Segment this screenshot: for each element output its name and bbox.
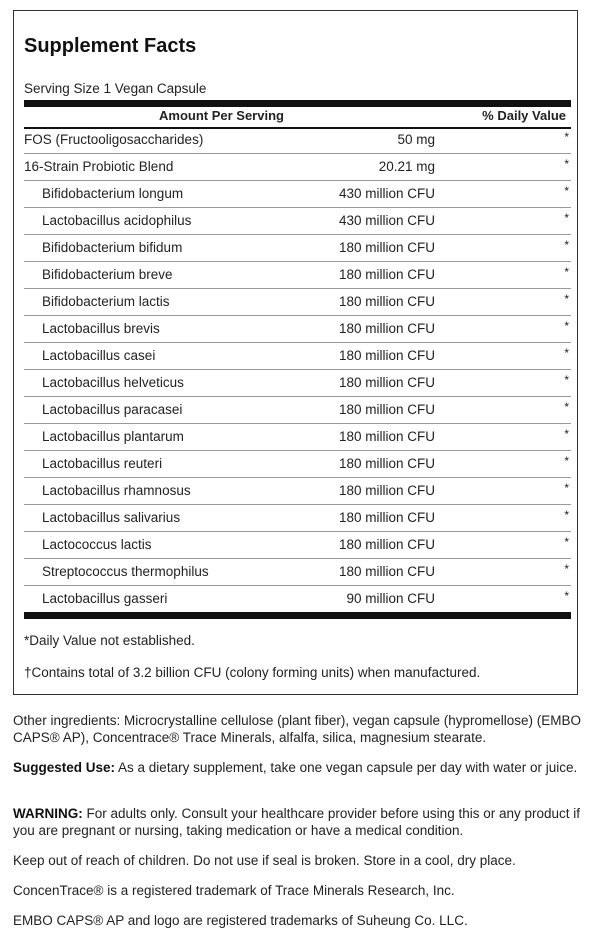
daily-value-marker: * [564,157,569,171]
nutrient-rows [24,127,571,613]
nutrient-name: Bifidobacterium breve [42,267,173,282]
nutrient-row [24,289,571,316]
nutrient-amount: 180 million CFU [338,537,435,552]
nutrient-name: Lactobacillus rhamnosus [42,483,191,498]
nutrient-row [24,559,571,586]
nutrient-name: Lactobacillus plantarum [42,429,184,444]
nutrient-row [24,586,571,613]
supplement-facts-panel [13,10,578,695]
daily-value-marker: * [564,130,569,144]
nutrient-name: Bifidobacterium bifidum [42,240,183,255]
nutrient-amount: 180 million CFU [338,240,435,255]
suggested-use-label: Suggested Use: [13,760,116,775]
nutrient-name: Lactobacillus helveticus [42,375,184,390]
warning-label: WARNING: [13,806,83,821]
nutrient-row [24,424,571,451]
nutrient-amount: 90 million CFU [346,591,435,606]
nutrient-name: Lactobacillus casei [42,348,156,363]
warning-text: For adults only. Consult your healthcare provider before using this or any product if you are pregnant or nursing, taking medication or have a medical condition. [13,806,581,838]
nutrient-name: Lactobacillus gasseri [42,591,168,606]
nutrient-name: Lactobacillus reuteri [42,456,163,471]
nutrient-row [24,505,571,532]
storage-instructions: Keep out of reach of children. Do not use if seal is broken. Store in a cool, dry place. [13,853,516,868]
daily-value-marker: * [564,211,569,225]
daily-value-marker: * [564,535,569,549]
header-amount-per-serving: Amount Per Serving [159,108,284,123]
nutrient-amount: 430 million CFU [338,213,435,228]
trademark-embo-caps: EMBO CAPS® AP and logo are registered trademarks of Suheung Co. LLC. [13,913,468,928]
daily-value-marker: * [564,238,569,252]
nutrient-name: 16-Strain Probiotic Blend [24,159,174,174]
daily-value-marker: * [564,373,569,387]
daily-value-note: *Daily Value not established. [24,633,195,648]
nutrient-amount: 50 mg [397,132,435,147]
nutrient-amount: 180 million CFU [338,294,435,309]
nutrient-row [24,451,571,478]
nutrient-row [24,262,571,289]
daily-value-marker: * [564,508,569,522]
nutrient-row [24,235,571,262]
nutrient-amount: 180 million CFU [338,510,435,525]
suggested-use [13,759,581,776]
nutrient-row [24,397,571,424]
suggested-use-text: As a dietary supplement, take one vegan capsule per day with water or juice. [115,760,578,775]
nutrient-name: FOS (Fructooligosaccharides) [24,132,204,147]
nutrient-name: Bifidobacterium lactis [42,294,170,309]
nutrient-amount: 180 million CFU [338,321,435,336]
nutrient-name: Lactobacillus brevis [42,321,160,336]
nutrient-amount: 180 million CFU [338,375,435,390]
thick-divider-bottom [24,612,571,619]
serving-size: Serving Size 1 Vegan Capsule [24,81,207,96]
nutrient-amount: 430 million CFU [338,186,435,201]
nutrient-amount: 180 million CFU [338,564,435,579]
other-ingredients: Other ingredients: Microcrystalline cellulose (plant fiber), vegan capsule (hypromellose) (EMBO CAPS® AP), Concentrace® Trace Minerals, alfalfa, silica, magnesium stearate. [13,713,581,745]
nutrient-name: Lactobacillus paracasei [42,402,183,417]
thick-divider-top [24,100,571,107]
nutrient-row [24,532,571,559]
daily-value-marker: * [564,319,569,333]
daily-value-marker: * [564,346,569,360]
nutrient-amount: 180 million CFU [338,456,435,471]
nutrient-row [24,127,571,154]
daily-value-marker: * [564,265,569,279]
daily-value-marker: * [564,454,569,468]
daily-value-marker: * [564,184,569,198]
daily-value-marker: * [564,589,569,603]
warning [13,805,581,839]
total-cfu-note: †Contains total of 3.2 billion CFU (colony forming units) when manufactured. [24,665,481,680]
panel-title: Supplement Facts [24,35,197,57]
nutrient-name: Lactobacillus acidophilus [42,213,192,228]
nutrient-name: Lactococcus lactis [42,537,152,552]
nutrient-row [24,154,571,181]
nutrient-amount: 180 million CFU [338,429,435,444]
nutrient-amount: 180 million CFU [338,483,435,498]
nutrient-row [24,370,571,397]
daily-value-marker: * [564,400,569,414]
daily-value-marker: * [564,292,569,306]
nutrient-name: Lactobacillus salivarius [42,510,181,525]
nutrient-name: Bifidobacterium longum [42,186,184,201]
nutrient-amount: 20.21 mg [378,159,435,174]
daily-value-marker: * [564,427,569,441]
nutrient-row [24,181,571,208]
table-header [24,108,571,127]
nutrient-amount: 180 million CFU [338,402,435,417]
nutrient-row [24,208,571,235]
daily-value-marker: * [564,481,569,495]
nutrient-amount: 180 million CFU [338,348,435,363]
nutrient-amount: 180 million CFU [338,267,435,282]
trademark-concentrace: ConcenTrace® is a registered trademark of Trace Minerals Research, Inc. [13,883,455,898]
nutrient-row [24,478,571,505]
header-daily-value: % Daily Value [482,108,566,123]
daily-value-marker: * [564,562,569,576]
nutrient-name: Streptococcus thermophilus [42,564,209,579]
nutrient-row [24,343,571,370]
nutrient-row [24,316,571,343]
